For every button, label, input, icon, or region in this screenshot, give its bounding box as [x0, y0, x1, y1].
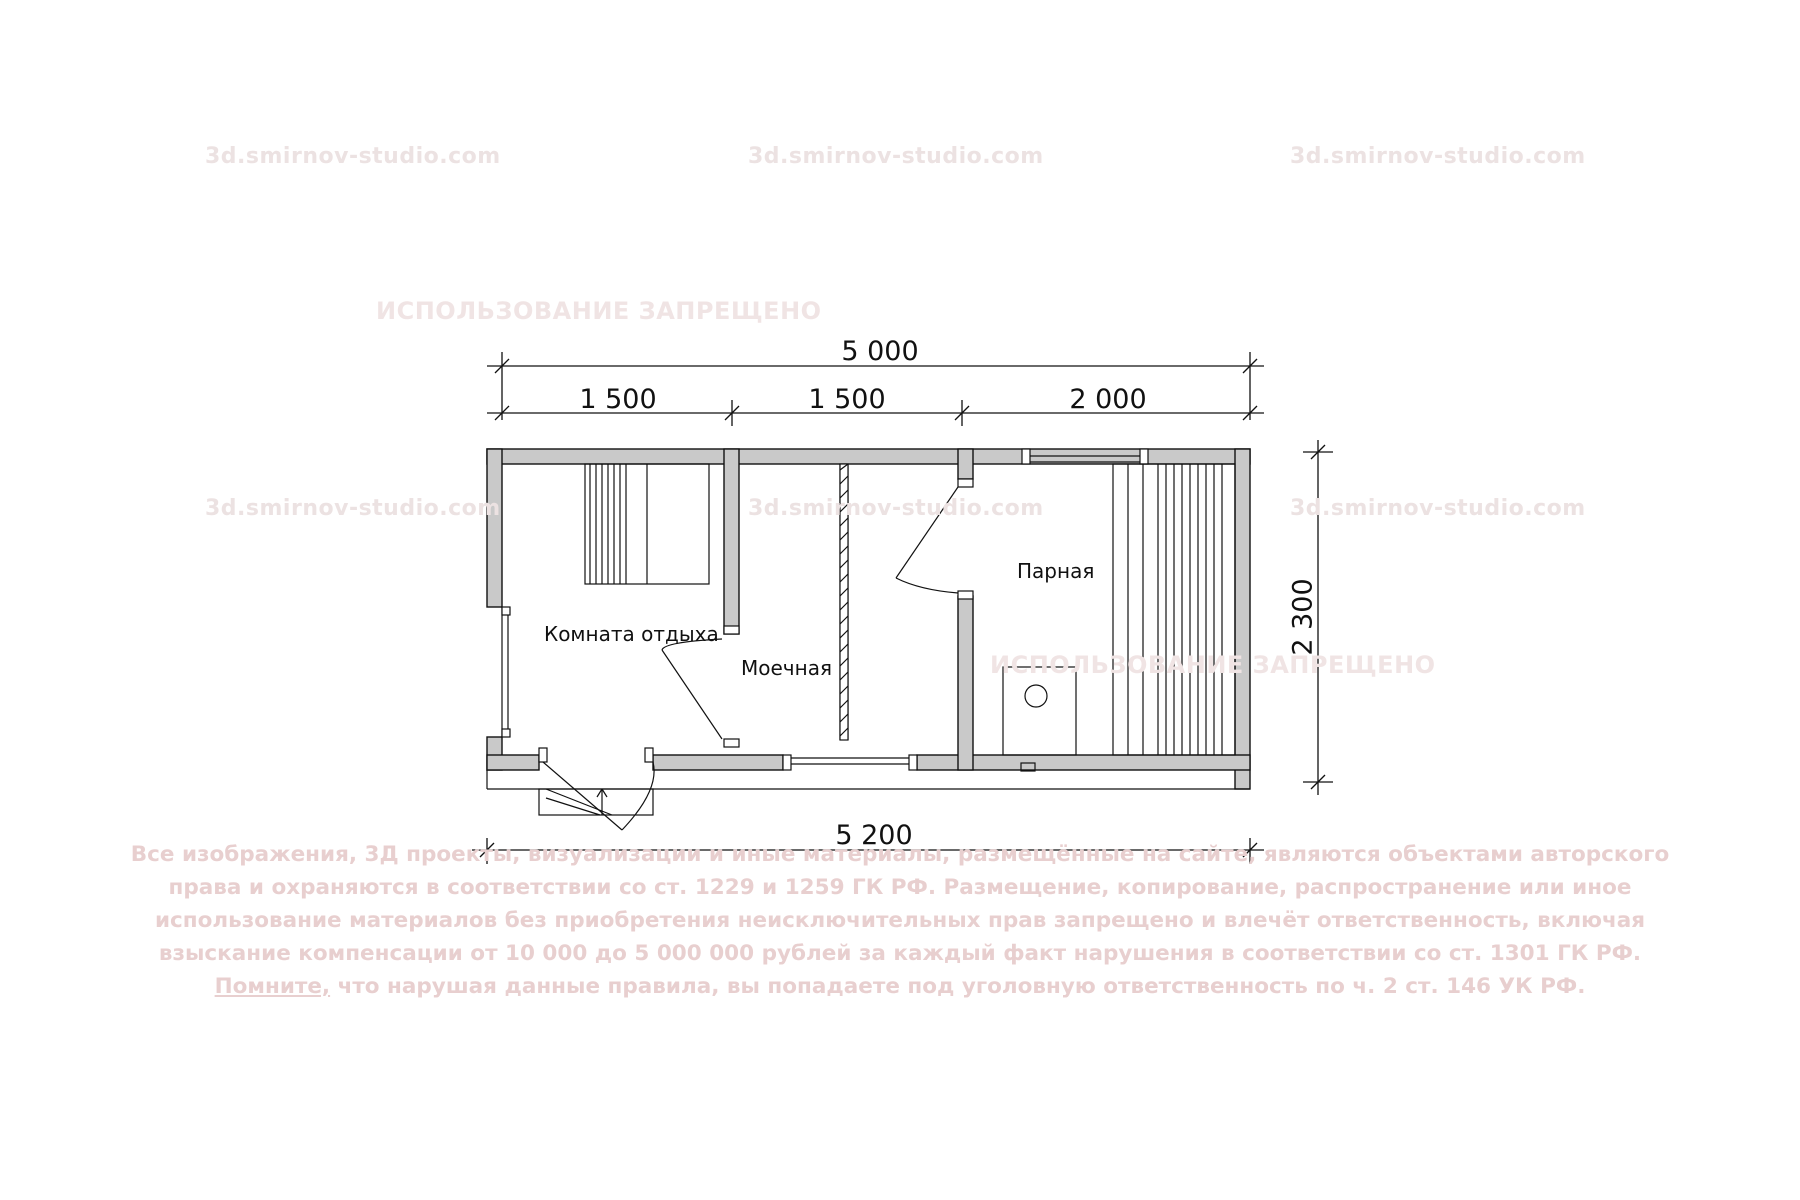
room-label-steam-room: Парная [1017, 559, 1095, 583]
watermark-site-5: 3d.smirnov-studio.com [748, 496, 1044, 521]
room-label-rest-room: Комната отдыха [544, 622, 719, 646]
steam-room-shelves [1113, 464, 1235, 755]
rest-room-benches [585, 464, 709, 584]
notice-line-4: взыскание компенсации от 10 000 до 5 000 000 рублей за каждый факт нарушения в соответствии со ст. 1301 ГК РФ. [158, 941, 1642, 966]
dimension-height: 2 300 [1287, 578, 1319, 656]
dimension-segment-1: 1 500 [579, 384, 657, 415]
window-left [502, 607, 510, 737]
notice-line-5 [100, 970, 1700, 1003]
watermark-site-4: 3d.smirnov-studio.com [205, 496, 501, 521]
watermark-forbidden-2: ИСПОЛЬЗОВАНИЕ ЗАПРЕЩЕНО [990, 651, 1436, 679]
copyright-notice [100, 838, 1700, 1003]
notice-line-3: использование материалов без приобретения неисключительных прав запрещено и влечёт ответственность, включая [154, 908, 1646, 933]
notice-line-2: права и охраняются в соответствии со ст. 1229 и 1259 ГК РФ. Размещение, копирование, распространение или иное [168, 875, 1632, 900]
room-label-washroom: Моечная [741, 656, 832, 680]
entrance-steps [539, 789, 653, 815]
notice-line-1: Все изображения, 3Д проекты, визуализации и иные материалы, размещённые на сайте, являются объектами авторского [130, 842, 1670, 867]
dimension-segment-3: 2 000 [1069, 384, 1147, 415]
window-washroom [783, 755, 917, 770]
watermark-site-3: 3d.smirnov-studio.com [1290, 144, 1586, 169]
watermark-site-2: 3d.smirnov-studio.com [748, 144, 1044, 169]
notice-line-5-rest: что нарушая данные правила, вы попадаете под уголовную ответственность по ч. 2 ст. 146 УК РФ. [330, 974, 1586, 999]
watermark-site-6: 3d.smirnov-studio.com [1290, 496, 1586, 521]
dimension-overall-top: 5 000 [841, 336, 919, 367]
notice-remember-link[interactable]: Помните, [214, 974, 331, 999]
watermark-forbidden-1: ИСПОЛЬЗОВАНИЕ ЗАПРЕЩЕНО [376, 297, 822, 325]
watermark-site-1: 3d.smirnov-studio.com [205, 144, 501, 169]
stove [1003, 667, 1076, 771]
dimension-segment-2: 1 500 [808, 384, 886, 415]
dimension-overall-bottom: 5 200 [835, 820, 913, 851]
